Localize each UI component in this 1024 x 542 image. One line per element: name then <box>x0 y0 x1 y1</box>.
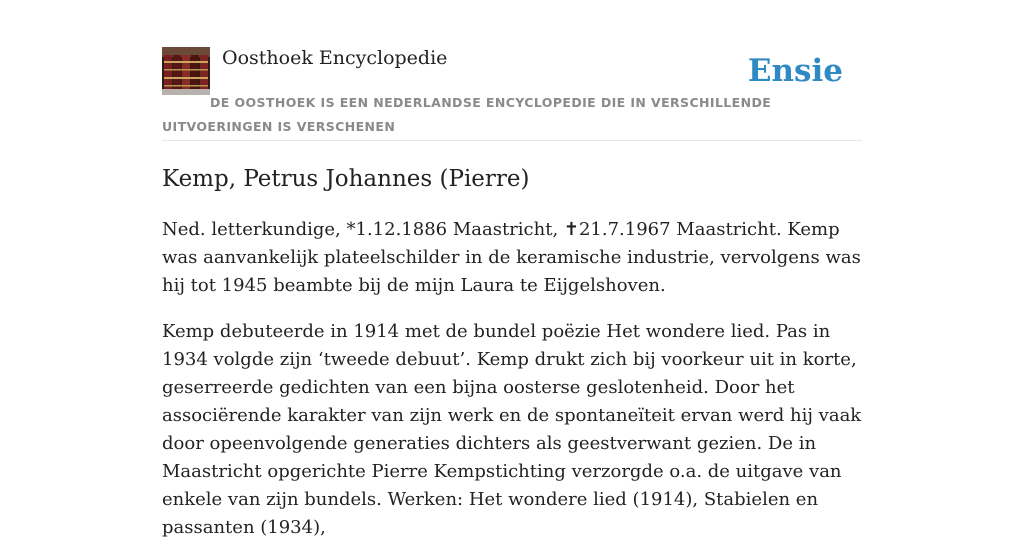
article-paragraph: Ned. letterkundige, *1.12.1886 Maastricht, ✝21.7.1967 Maastricht. Kemp was aanvankelijk plateelschilder in de keramische industrie, vervolgens was hij tot 1945 beambte bij de mijn Laura te Eijgelshoven. <box>162 219 861 296</box>
site-tagline: DE OOSTHOEK IS EEN NEDERLANDSE ENCYCLOPEDIE DIE IN VERSCHILLENDE UITVOERINGEN IS VERSCHENEN <box>162 95 772 134</box>
site-header <box>162 46 862 141</box>
article-paragraph: Kemp debuteerde in 1914 met de bundel poëzie Het wondere lied. Pas in 1934 volgde zijn ‘tweede debuut’. Kemp drukt zich bij voorkeur uit in korte, geserreerde gedichten van een bijna oosterse geslotenheid. Door het associërende karakter van zijn werk en de spontaneïteit ervan werd hij vaak door opeenvolgende generaties dichters als geestverwant gezien. De in Maastricht opgerichte Pierre Kempstichting verzorgde o.a. de uitgave van enkele van zijn bundels. Werken: Het wondere lied (1914), Stabielen en passanten (1934), <box>162 321 862 538</box>
site-avatar[interactable] <box>162 47 210 95</box>
article-title: Kemp, Petrus Johannes (Pierre) <box>162 166 530 192</box>
book-spines-icon <box>162 47 210 95</box>
article <box>162 160 862 542</box>
ensie-logo-link[interactable]: Ensie <box>747 53 843 89</box>
site-title-link[interactable]: Oosthoek Encyclopedie <box>222 47 448 69</box>
